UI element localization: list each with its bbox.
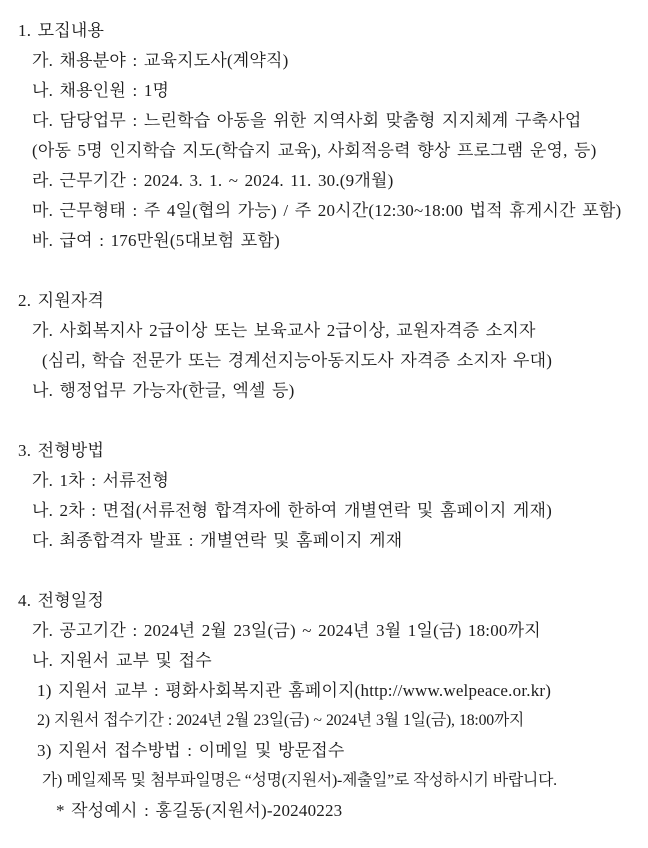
document-line: 가. 공고기간 : 2024년 2월 23일(금) ~ 2024년 3월 1일(금) 18:00까지 bbox=[32, 621, 541, 640]
section-4 bbox=[18, 586, 640, 826]
section-heading: 2. 지원자격 bbox=[18, 291, 105, 310]
section-heading: 4. 전형일정 bbox=[18, 591, 105, 610]
document-line: 라. 근무기간 : 2024. 3. 1. ~ 2024. 11. 30.(9개월) bbox=[32, 171, 394, 190]
document-line: 나. 2차 : 면접(서류전형 합격자에 한하여 개별연락 및 홈페이지 게재) bbox=[32, 501, 553, 520]
document-line: 2) 지원서 접수기간 : 2024년 2월 23일(금) ~ 2024년 3월 1일(금), 18:00까지 bbox=[37, 712, 525, 729]
section-3 bbox=[18, 436, 640, 556]
section-1 bbox=[18, 16, 640, 256]
document-line: (심리, 학습 전문가 또는 경계선지능아동지도사 자격증 소지자 우대) bbox=[42, 351, 553, 370]
document-line: (아동 5명 인지학습 지도(학습지 교육), 사회적응력 향상 프로그램 운영, 등) bbox=[32, 141, 597, 160]
document-line: 가) 메일제목 및 첨부파일명은 “성명(지원서)-제출일”로 작성하시기 바랍니다. bbox=[42, 772, 557, 789]
section-heading: 1. 모집내용 bbox=[18, 21, 105, 40]
document-line: 가. 1차 : 서류전형 bbox=[32, 471, 170, 490]
document-line: 가. 사회복지사 2급이상 또는 보육교사 2급이상, 교원자격증 소지자 bbox=[32, 321, 536, 340]
document-line: 바. 급여 : 176만원(5대보험 포함) bbox=[32, 231, 280, 250]
document-line: 다. 최종합격자 발표 : 개별연락 및 홈페이지 게재 bbox=[32, 531, 403, 550]
document-line: 1) 지원서 교부 : 평화사회복지관 홈페이지(http://www.welpeace.or.kr) bbox=[37, 681, 552, 700]
document-line: 3) 지원서 접수방법 : 이메일 및 방문접수 bbox=[37, 741, 345, 760]
document-line: 나. 채용인원 : 1명 bbox=[32, 81, 170, 100]
document-line: 다. 담당업무 : 느린학습 아동을 위한 지역사회 맞춤형 지지체계 구축사업 bbox=[32, 111, 582, 130]
document-line: 나. 행정업무 가능자(한글, 엑셀 등) bbox=[32, 381, 295, 400]
document-line: 가. 채용분야 : 교육지도사(계약직) bbox=[32, 51, 289, 70]
section-heading: 3. 전형방법 bbox=[18, 441, 105, 460]
document-line: 마. 근무형태 : 주 4일(협의 가능) / 주 20시간(12:30~18:00 법적 휴게시간 포함) bbox=[32, 201, 622, 220]
document-line: * 작성예시 : 홍길동(지원서)-20240223 bbox=[56, 801, 343, 820]
section-2 bbox=[18, 286, 640, 406]
document-line: 나. 지원서 교부 및 접수 bbox=[32, 651, 212, 670]
